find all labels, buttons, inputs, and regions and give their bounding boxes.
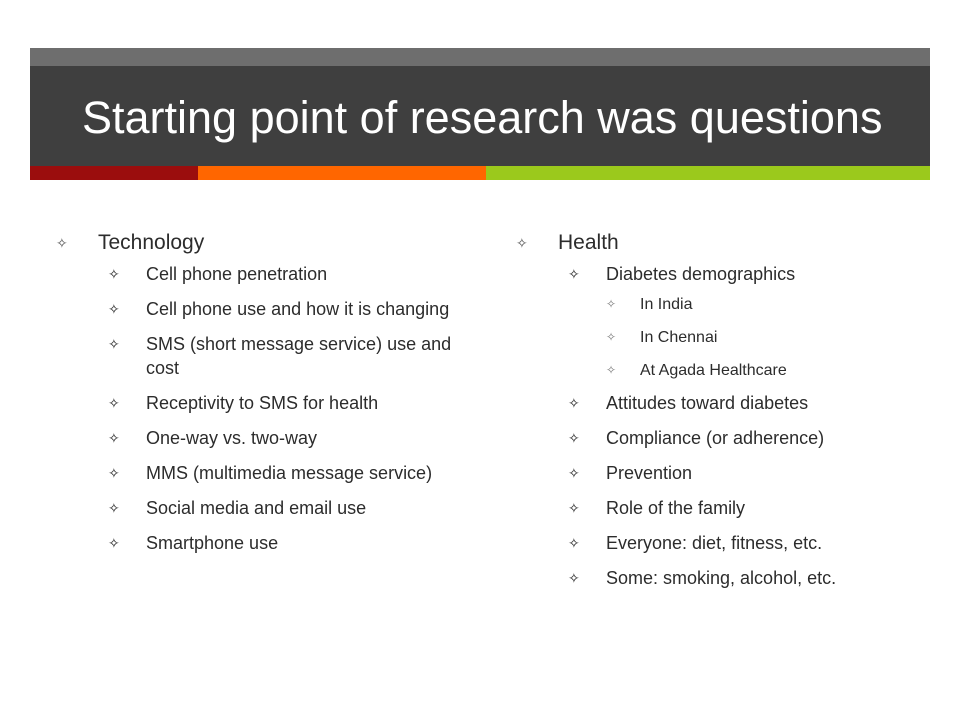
- accent-segment-orange: [198, 166, 486, 180]
- ribbon-bullet-icon: ✧: [606, 330, 617, 344]
- ribbon-bullet-icon: ✧: [568, 465, 580, 481]
- technology-sublist: [98, 262, 486, 555]
- ribbon-bullet-icon: ✧: [108, 395, 120, 411]
- ribbon-bullet-icon: ✧: [108, 465, 120, 481]
- ribbon-bullet-icon: ✧: [108, 301, 120, 317]
- ribbon-bullet-icon: ✧: [108, 336, 120, 352]
- ribbon-bullet-icon: ✧: [568, 535, 580, 551]
- ribbon-bullet-icon: ✧: [516, 235, 528, 251]
- list-item: ✧ Cell phone penetration: [108, 264, 328, 284]
- list-item: ✧ Compliance (or adherence): [568, 428, 825, 448]
- list-item: ✧ Prevention: [568, 463, 693, 483]
- list-item: ✧ Receptivity to SMS for health: [108, 393, 379, 413]
- accent-segment-red: [30, 166, 198, 180]
- list-item-technology: [56, 228, 486, 555]
- ribbon-bullet-icon: ✧: [568, 266, 580, 282]
- list-item: ✧ Some: smoking, alcohol, etc.: [568, 568, 837, 588]
- list-item-health: [516, 228, 936, 590]
- ribbon-bullet-icon: ✧: [568, 500, 580, 516]
- ribbon-bullet-icon: ✧: [568, 570, 580, 586]
- ribbon-bullet-icon: ✧: [568, 430, 580, 446]
- left-column: [56, 228, 486, 566]
- right-list: [516, 228, 936, 590]
- list-item: ✧ At Agada Healthcare: [606, 362, 787, 379]
- ribbon-bullet-icon: ✧: [108, 500, 120, 516]
- list-item: ✧ In India: [606, 296, 693, 313]
- health-sublist: [558, 262, 936, 590]
- list-item: ✧ SMS (short message service) use and cost: [108, 334, 452, 378]
- demographics-sublist: [606, 294, 936, 381]
- right-column: [516, 228, 936, 601]
- list-item: ✧ Diabetes demographics ✧ In India ✧ In Chennai ✧ At Agada Healthcare: [558, 262, 936, 381]
- list-item: ✧ Attitudes toward diabetes: [568, 393, 809, 413]
- accent-bar: [30, 166, 930, 180]
- heading-health: Health: [558, 231, 619, 254]
- list-item: ✧ Role of the family: [568, 498, 746, 518]
- accent-segment-green: [486, 166, 930, 180]
- list-item: ✧ One-way vs. two-way: [108, 428, 318, 448]
- heading-technology: Technology: [98, 231, 205, 254]
- list-item: ✧ Cell phone use and how it is changing: [108, 299, 450, 319]
- ribbon-bullet-icon: ✧: [606, 363, 617, 377]
- ribbon-bullet-icon: ✧: [606, 297, 617, 311]
- slide-title: Starting point of research was questions: [82, 92, 883, 143]
- left-list: [56, 228, 486, 555]
- title-band-top-stripe: [30, 48, 930, 66]
- ribbon-bullet-icon: ✧: [108, 430, 120, 446]
- list-item: ✧ In Chennai: [606, 329, 718, 346]
- list-item: ✧ MMS (multimedia message service): [108, 463, 433, 483]
- ribbon-bullet-icon: ✧: [108, 535, 120, 551]
- ribbon-bullet-icon: ✧: [108, 266, 120, 282]
- title-band: [30, 66, 930, 166]
- ribbon-bullet-icon: ✧: [568, 395, 580, 411]
- ribbon-bullet-icon: ✧: [56, 235, 68, 251]
- list-item: ✧ Smartphone use: [108, 533, 279, 553]
- list-item: ✧ Social media and email use: [108, 498, 367, 518]
- list-item: ✧ Everyone: diet, fitness, etc.: [568, 533, 823, 553]
